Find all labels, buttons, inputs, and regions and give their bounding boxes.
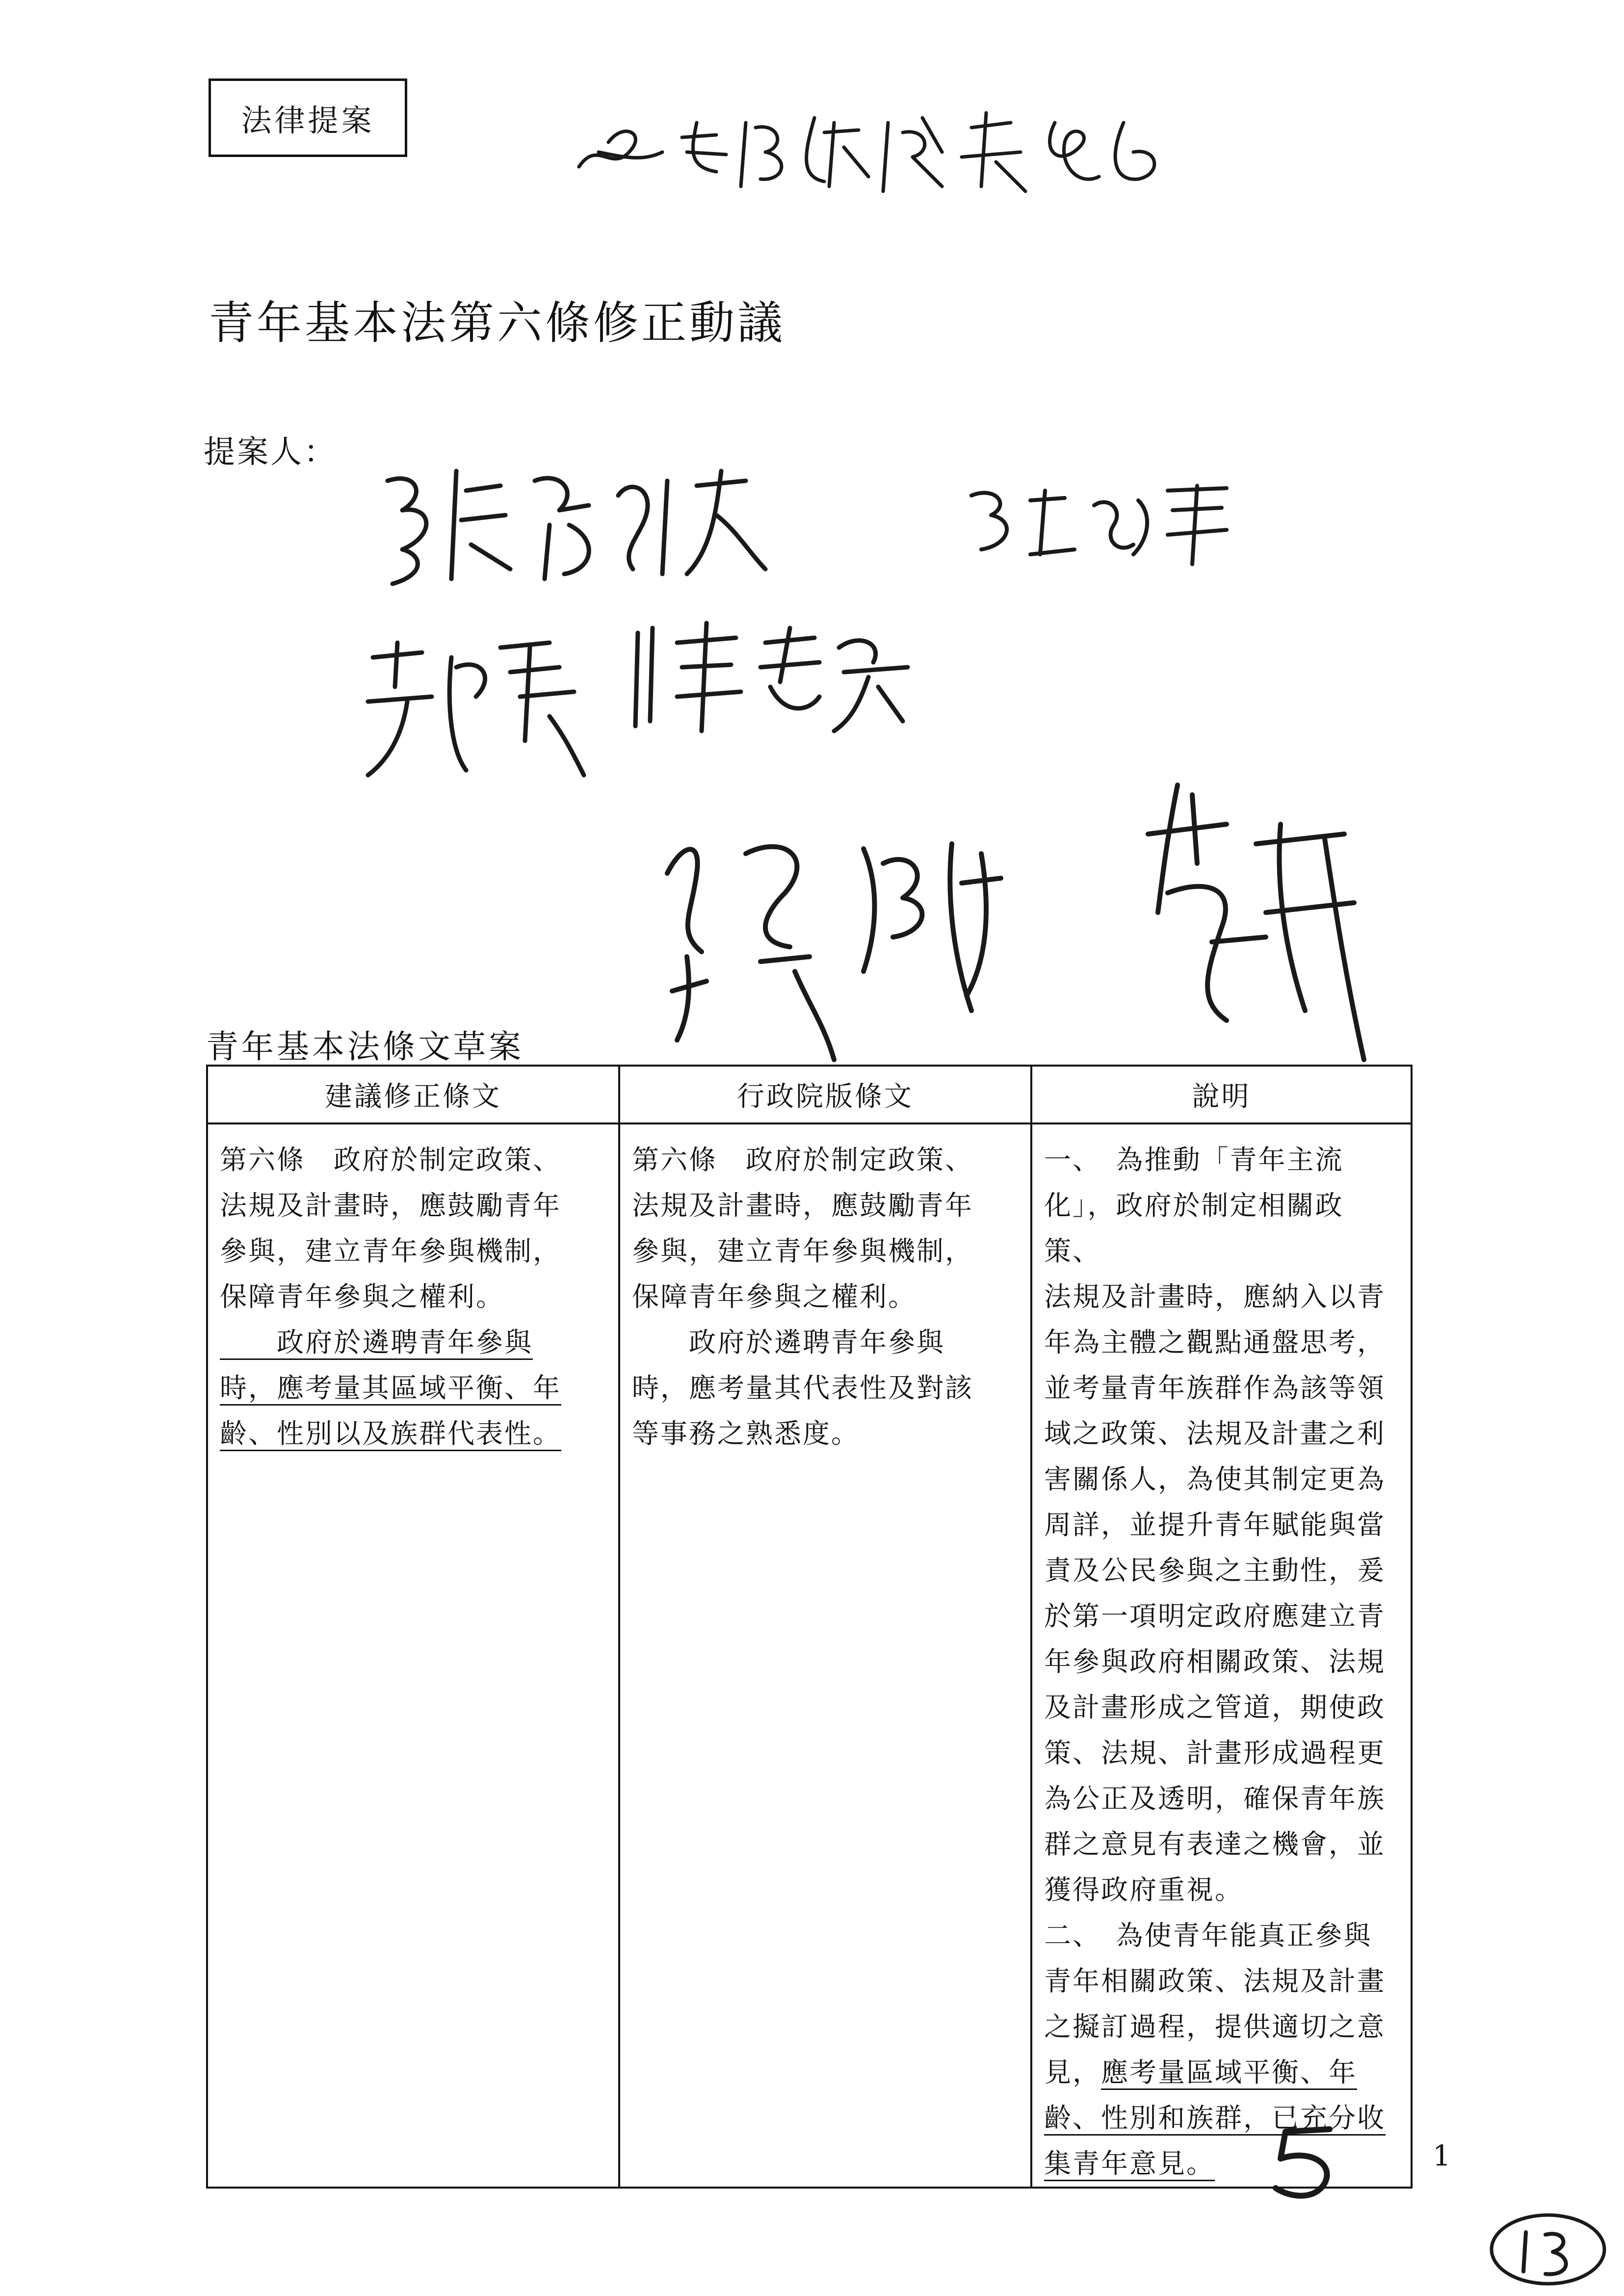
handwritten-page-mark xyxy=(1256,2110,1354,2208)
executive-paragraph-1: 第六條 政府於制定政策、 法規及計畫時，應鼓勵青年 參與，建立青年參與機制， 保障青年參與之權利。 xyxy=(632,1144,974,1312)
handwritten-proposer-note xyxy=(569,93,1207,201)
proposed-paragraph-1: 第六條 政府於制定政策、 法規及計畫時，應鼓勵青年 參與，建立青年參與機制， 保障青年參與之權利。 xyxy=(220,1144,562,1312)
table-header-row xyxy=(207,1066,1412,1123)
executive-paragraph-2: 政府於遴聘青年參與 時，應考量其代表性及對該 等事務之熟悉度。 xyxy=(632,1327,974,1449)
explanation-item-2: 二、 為使青年能真正參與 青年相關政策、法規及計畫 之擬訂過程，提供適切之意 見，應考量區域平衡、年 齡、性別和族群，已充分收 集青年意見。 xyxy=(1044,1920,1386,2179)
page-number: 1 xyxy=(1433,2139,1451,2172)
header-proposed-article: 建議修正條文 xyxy=(207,1066,619,1123)
explanation-item-1: 一、 為推動「青年主流 化」，政府於制定相關政策、 法規及計畫時，應納入以青 年為主體之觀點通盤思考， 並考量青年族群作為該等領 域之政策、法規及計畫之利 害關係人，為使其制定更為 周詳，並提升青年賦能與當 責及公民參與之主動性，爰 於第一項明定政府應建立青 年參與政府相關政策、法規 及計畫形成之管道，期使政 策、法規、計畫形成過程更 為公正及透明，確保青年族 群之意見有表達之機會，並 獲得政府重視。 xyxy=(1044,1144,1386,1905)
proposed-paragraph-2: 政府於遴聘青年參與 時，應考量其區域平衡、年 齡、性別以及族群代表性。 xyxy=(220,1327,562,1449)
document-title: 青年基本法第六條修正動議 xyxy=(209,297,786,349)
circled-mark xyxy=(1487,2208,1614,2291)
header-explanation: 說明 xyxy=(1031,1066,1412,1123)
proposal-type-tag xyxy=(209,78,407,157)
signature-1 xyxy=(373,451,814,599)
signature-2 xyxy=(962,471,1236,569)
signature-5 xyxy=(648,785,1050,1079)
signature-3 xyxy=(353,628,608,785)
explanation-cell xyxy=(1031,1123,1412,2188)
header-executive-article: 行政院版條文 xyxy=(619,1066,1031,1123)
table-caption: 青年基本法條文草案 xyxy=(206,1028,524,1066)
proposer-label: 提案人： xyxy=(204,434,337,470)
proposal-type-label: 法律提案 xyxy=(241,102,375,138)
signature-4 xyxy=(623,613,917,736)
article-comparison-table xyxy=(206,1065,1413,2189)
table-row xyxy=(207,1123,1412,2188)
executive-article-cell xyxy=(619,1123,1031,2188)
signature-6 xyxy=(1138,765,1384,1079)
proposed-article-cell xyxy=(207,1123,619,2188)
